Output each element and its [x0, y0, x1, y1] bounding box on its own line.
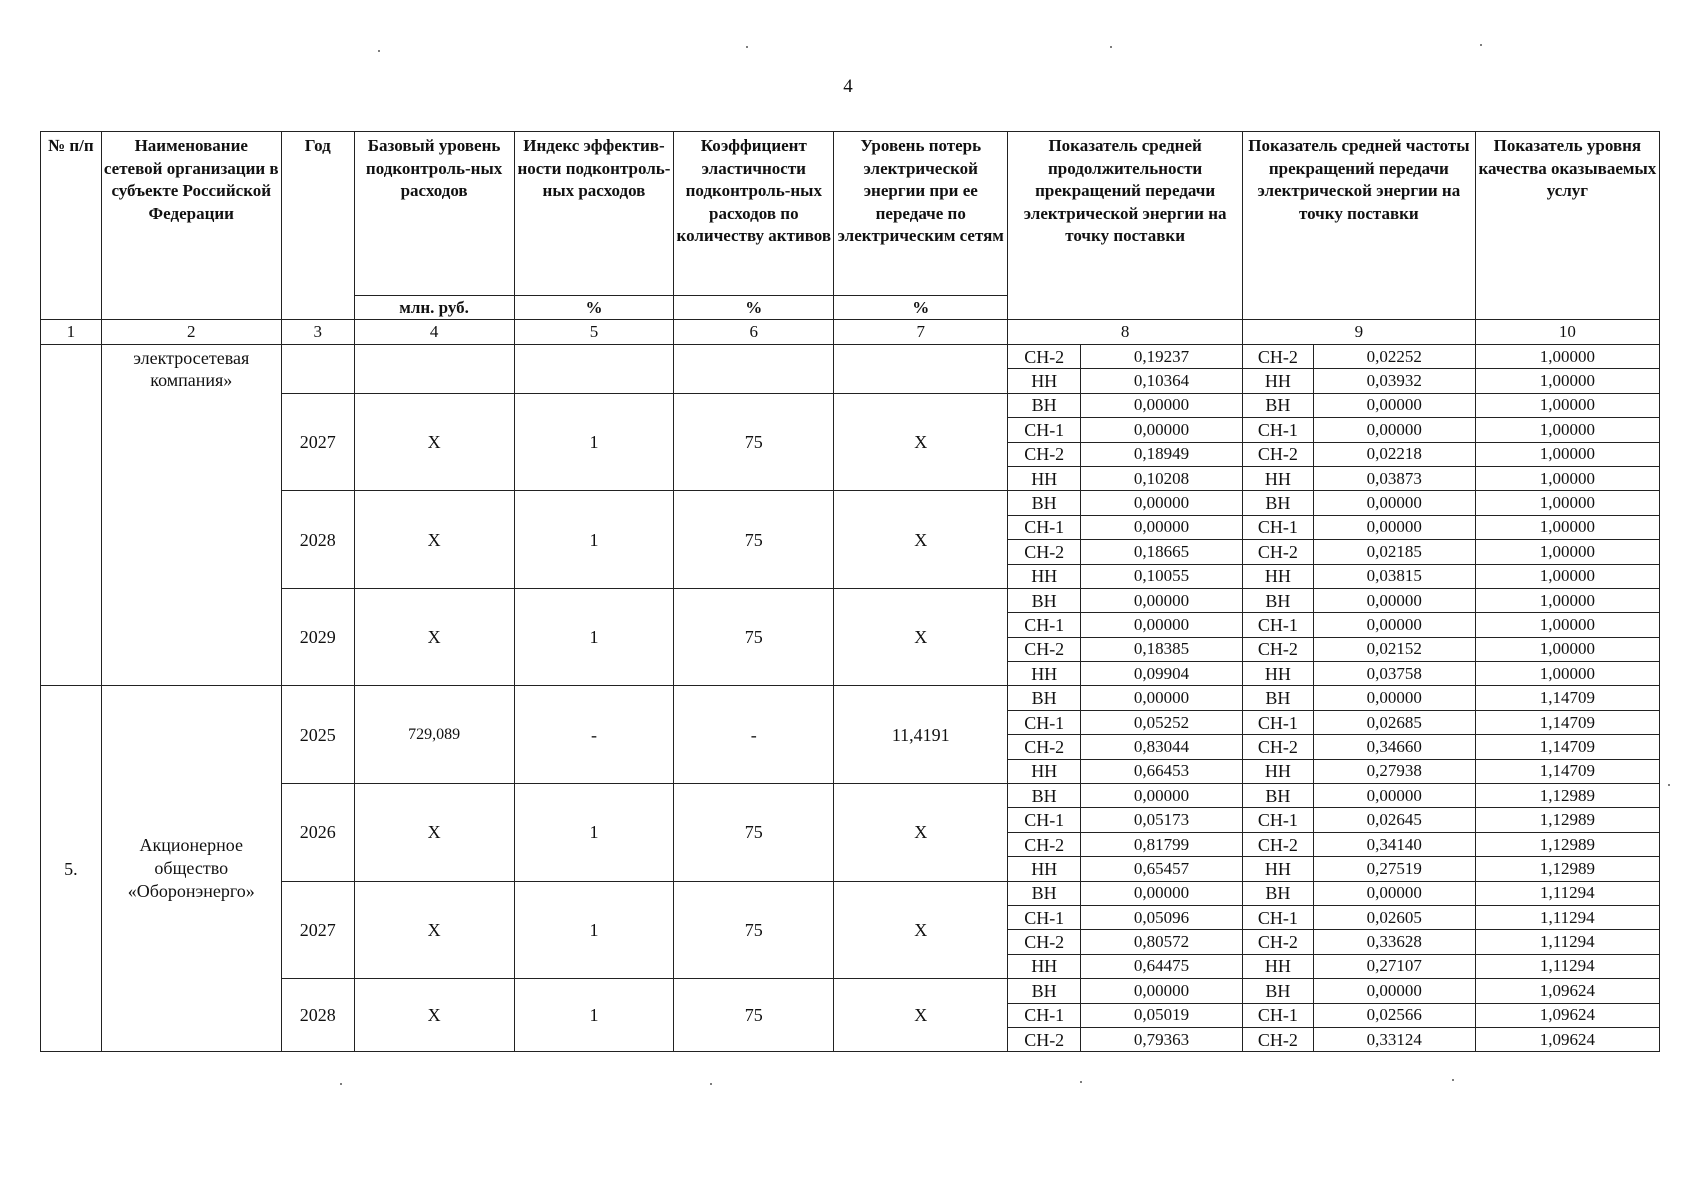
- voltage-level-cell: ВН: [1008, 491, 1081, 515]
- year-cell: 2028: [281, 979, 354, 1052]
- voltage-level-cell: СН-1: [1008, 710, 1081, 734]
- quality-value-cell: 1,00000: [1475, 345, 1659, 369]
- voltage-level-cell: НН: [1243, 662, 1314, 686]
- loss-level-cell: 11,4191: [834, 686, 1008, 784]
- quality-value-cell: 1,11294: [1475, 881, 1659, 905]
- efficiency-index-cell: 1: [514, 393, 674, 491]
- col-number: 6: [674, 320, 834, 345]
- elasticity-coef-cell: [674, 345, 834, 394]
- saidi-value-cell: 0,05019: [1081, 1003, 1243, 1027]
- table-row: [41, 345, 1660, 369]
- col-number: 2: [101, 320, 281, 345]
- loss-level-cell: Х: [834, 979, 1008, 1052]
- saidi-value-cell: 0,18385: [1081, 637, 1243, 661]
- header-num: № п/п: [41, 132, 102, 320]
- efficiency-index-cell: 1: [514, 491, 674, 589]
- saifi-value-cell: 0,27938: [1313, 759, 1475, 783]
- header-saidi: Показатель средней продолжительности прекращений передачи электрической энергии на точку поставки: [1008, 132, 1243, 320]
- voltage-level-cell: ВН: [1243, 491, 1314, 515]
- header-saifi: Показатель средней частоты прекращений передачи электрической энергии на точку поставки: [1243, 132, 1476, 320]
- voltage-level-cell: СН-2: [1243, 637, 1314, 661]
- quality-value-cell: 1,00000: [1475, 515, 1659, 539]
- year-cell: [281, 345, 354, 394]
- elasticity-coef-cell: -: [674, 686, 834, 784]
- saidi-value-cell: 0,64475: [1081, 954, 1243, 978]
- efficiency-index-cell: [514, 345, 674, 394]
- saidi-value-cell: 0,00000: [1081, 418, 1243, 442]
- column-numbers-row: [41, 320, 1660, 345]
- col-number: 10: [1475, 320, 1659, 345]
- saidi-value-cell: 0,00000: [1081, 979, 1243, 1003]
- elasticity-coef-cell: 75: [674, 979, 834, 1052]
- voltage-level-cell: СН-1: [1008, 613, 1081, 637]
- saifi-value-cell: 0,27107: [1313, 954, 1475, 978]
- saidi-value-cell: 0,19237: [1081, 345, 1243, 369]
- table-row: [41, 588, 1660, 612]
- quality-value-cell: 1,00000: [1475, 393, 1659, 417]
- saidi-value-cell: 0,05252: [1081, 710, 1243, 734]
- saifi-value-cell: 0,00000: [1313, 881, 1475, 905]
- voltage-level-cell: СН-1: [1008, 1003, 1081, 1027]
- col-number: 8: [1008, 320, 1243, 345]
- col-number: 3: [281, 320, 354, 345]
- saifi-value-cell: 0,00000: [1313, 686, 1475, 710]
- header-elasticity-coef: Коэффициент эластичности подконтроль-ных расходов по количеству активов: [674, 132, 834, 296]
- saifi-value-cell: 0,03758: [1313, 662, 1475, 686]
- quality-value-cell: 1,12989: [1475, 832, 1659, 856]
- saidi-value-cell: 0,00000: [1081, 613, 1243, 637]
- quality-value-cell: 1,09624: [1475, 979, 1659, 1003]
- voltage-level-cell: СН-2: [1008, 637, 1081, 661]
- unit-loss-level: %: [834, 296, 1008, 320]
- saifi-value-cell: 0,00000: [1313, 418, 1475, 442]
- loss-level-cell: Х: [834, 881, 1008, 979]
- saifi-value-cell: 0,33124: [1313, 1027, 1475, 1051]
- voltage-level-cell: СН-1: [1243, 905, 1314, 929]
- saifi-value-cell: 0,02252: [1313, 345, 1475, 369]
- org-name-oboronenergo: Акционерное общество «Оборонэнерго»: [101, 686, 281, 1052]
- efficiency-index-cell: 1: [514, 588, 674, 686]
- elasticity-coef-cell: 75: [674, 784, 834, 882]
- col-number: 5: [514, 320, 674, 345]
- saidi-value-cell: 0,83044: [1081, 735, 1243, 759]
- saifi-value-cell: 0,34660: [1313, 735, 1475, 759]
- table-row: [41, 881, 1660, 905]
- voltage-level-cell: СН-2: [1008, 442, 1081, 466]
- quality-value-cell: 1,00000: [1475, 491, 1659, 515]
- col-number: 9: [1243, 320, 1476, 345]
- saidi-value-cell: 0,00000: [1081, 491, 1243, 515]
- saifi-value-cell: 0,02152: [1313, 637, 1475, 661]
- saifi-value-cell: 0,33628: [1313, 930, 1475, 954]
- quality-value-cell: 1,00000: [1475, 564, 1659, 588]
- saidi-value-cell: 0,05173: [1081, 808, 1243, 832]
- quality-value-cell: 1,12989: [1475, 784, 1659, 808]
- saidi-value-cell: 0,65457: [1081, 857, 1243, 881]
- base-costs-cell: Х: [354, 784, 514, 882]
- voltage-level-cell: СН-2: [1008, 540, 1081, 564]
- header-year: Год: [281, 132, 354, 320]
- base-costs-cell: Х: [354, 881, 514, 979]
- saifi-value-cell: 0,27519: [1313, 857, 1475, 881]
- base-costs-cell: Х: [354, 979, 514, 1052]
- voltage-level-cell: СН-1: [1243, 1003, 1314, 1027]
- voltage-level-cell: НН: [1008, 759, 1081, 783]
- voltage-level-cell: ВН: [1243, 686, 1314, 710]
- quality-value-cell: 1,12989: [1475, 857, 1659, 881]
- header-org: Наименование сетевой организации в субъекте Российской Федерации: [101, 132, 281, 320]
- year-cell: 2027: [281, 881, 354, 979]
- saidi-value-cell: 0,18949: [1081, 442, 1243, 466]
- voltage-level-cell: СН-1: [1243, 710, 1314, 734]
- voltage-level-cell: СН-2: [1243, 345, 1314, 369]
- voltage-level-cell: СН-1: [1008, 905, 1081, 929]
- voltage-level-cell: СН-1: [1243, 515, 1314, 539]
- voltage-level-cell: СН-1: [1008, 418, 1081, 442]
- voltage-level-cell: ВН: [1008, 784, 1081, 808]
- voltage-level-cell: ВН: [1243, 588, 1314, 612]
- header-efficiency-index: Индекс эффектив-ности подконтроль-ных расходов: [514, 132, 674, 296]
- saidi-value-cell: 0,09904: [1081, 662, 1243, 686]
- voltage-level-cell: ВН: [1008, 881, 1081, 905]
- loss-level-cell: [834, 345, 1008, 394]
- voltage-level-cell: СН-1: [1243, 418, 1314, 442]
- saifi-value-cell: 0,00000: [1313, 393, 1475, 417]
- quality-value-cell: 1,09624: [1475, 1003, 1659, 1027]
- quality-value-cell: 1,00000: [1475, 442, 1659, 466]
- col-number: 4: [354, 320, 514, 345]
- org-name-prev: электросетевая компания»: [101, 345, 281, 686]
- loss-level-cell: Х: [834, 393, 1008, 491]
- quality-value-cell: 1,11294: [1475, 930, 1659, 954]
- saidi-value-cell: 0,81799: [1081, 832, 1243, 856]
- base-costs-cell: 729,089: [354, 686, 514, 784]
- quality-value-cell: 1,14709: [1475, 735, 1659, 759]
- year-cell: 2026: [281, 784, 354, 882]
- voltage-level-cell: СН-2: [1243, 735, 1314, 759]
- voltage-level-cell: ВН: [1243, 784, 1314, 808]
- quality-value-cell: 1,09624: [1475, 1027, 1659, 1051]
- voltage-level-cell: НН: [1243, 466, 1314, 490]
- row-number-5: 5.: [41, 686, 102, 1052]
- voltage-level-cell: НН: [1008, 369, 1081, 393]
- table-row: [41, 784, 1660, 808]
- voltage-level-cell: НН: [1008, 662, 1081, 686]
- saifi-value-cell: 0,00000: [1313, 784, 1475, 808]
- voltage-level-cell: СН-2: [1243, 442, 1314, 466]
- voltage-level-cell: СН-2: [1008, 345, 1081, 369]
- header-base-costs: Базовый уровень подконтроль-ных расходов: [354, 132, 514, 296]
- col-number: 1: [41, 320, 102, 345]
- saidi-value-cell: 0,79363: [1081, 1027, 1243, 1051]
- saifi-value-cell: 0,02645: [1313, 808, 1475, 832]
- elasticity-coef-cell: 75: [674, 491, 834, 589]
- voltage-level-cell: НН: [1243, 954, 1314, 978]
- table-row: [41, 979, 1660, 1003]
- saifi-value-cell: 0,02605: [1313, 905, 1475, 929]
- saifi-value-cell: 0,02566: [1313, 1003, 1475, 1027]
- voltage-level-cell: НН: [1243, 857, 1314, 881]
- voltage-level-cell: НН: [1008, 466, 1081, 490]
- header-row: [41, 132, 1660, 296]
- table-row: [41, 686, 1660, 710]
- voltage-level-cell: НН: [1008, 954, 1081, 978]
- quality-value-cell: 1,12989: [1475, 808, 1659, 832]
- voltage-level-cell: СН-1: [1008, 808, 1081, 832]
- quality-value-cell: 1,00000: [1475, 588, 1659, 612]
- voltage-level-cell: НН: [1243, 759, 1314, 783]
- voltage-level-cell: СН-2: [1243, 540, 1314, 564]
- saidi-value-cell: 0,00000: [1081, 588, 1243, 612]
- table-row: [41, 393, 1660, 417]
- col-number: 7: [834, 320, 1008, 345]
- saifi-value-cell: 0,02218: [1313, 442, 1475, 466]
- quality-value-cell: 1,00000: [1475, 418, 1659, 442]
- voltage-level-cell: НН: [1008, 857, 1081, 881]
- base-costs-cell: Х: [354, 491, 514, 589]
- voltage-level-cell: НН: [1008, 564, 1081, 588]
- quality-value-cell: 1,14709: [1475, 686, 1659, 710]
- base-costs-cell: [354, 345, 514, 394]
- saidi-value-cell: 0,00000: [1081, 515, 1243, 539]
- efficiency-index-cell: -: [514, 686, 674, 784]
- voltage-level-cell: СН-2: [1243, 1027, 1314, 1051]
- table-row: [41, 491, 1660, 515]
- saidi-value-cell: 0,00000: [1081, 881, 1243, 905]
- voltage-level-cell: СН-1: [1243, 808, 1314, 832]
- voltage-level-cell: НН: [1243, 369, 1314, 393]
- base-costs-cell: Х: [354, 588, 514, 686]
- elasticity-coef-cell: 75: [674, 881, 834, 979]
- quality-value-cell: 1,00000: [1475, 369, 1659, 393]
- year-cell: 2025: [281, 686, 354, 784]
- row-number-cell: [41, 345, 102, 686]
- saidi-value-cell: 0,66453: [1081, 759, 1243, 783]
- saifi-value-cell: 0,00000: [1313, 491, 1475, 515]
- saifi-value-cell: 0,00000: [1313, 979, 1475, 1003]
- saifi-value-cell: 0,03873: [1313, 466, 1475, 490]
- base-costs-cell: Х: [354, 393, 514, 491]
- saifi-value-cell: 0,03815: [1313, 564, 1475, 588]
- unit-base-costs: млн. руб.: [354, 296, 514, 320]
- saifi-value-cell: 0,00000: [1313, 588, 1475, 612]
- voltage-level-cell: СН-2: [1008, 1027, 1081, 1051]
- quality-value-cell: 1,14709: [1475, 710, 1659, 734]
- saidi-value-cell: 0,80572: [1081, 930, 1243, 954]
- voltage-level-cell: СН-1: [1008, 515, 1081, 539]
- voltage-level-cell: СН-1: [1243, 613, 1314, 637]
- saifi-value-cell: 0,00000: [1313, 515, 1475, 539]
- quality-value-cell: 1,00000: [1475, 540, 1659, 564]
- voltage-level-cell: ВН: [1008, 393, 1081, 417]
- voltage-level-cell: ВН: [1008, 979, 1081, 1003]
- efficiency-index-cell: 1: [514, 881, 674, 979]
- indicators-table: [40, 131, 1660, 1052]
- loss-level-cell: Х: [834, 588, 1008, 686]
- unit-elasticity-coef: %: [674, 296, 834, 320]
- efficiency-index-cell: 1: [514, 784, 674, 882]
- elasticity-coef-cell: 75: [674, 588, 834, 686]
- saidi-value-cell: 0,10208: [1081, 466, 1243, 490]
- saidi-value-cell: 0,10364: [1081, 369, 1243, 393]
- efficiency-index-cell: 1: [514, 979, 674, 1052]
- header-loss-level: Уровень потерь электрической энергии при ее передаче по электрическим сетям: [834, 132, 1008, 296]
- saidi-value-cell: 0,10055: [1081, 564, 1243, 588]
- saidi-value-cell: 0,18665: [1081, 540, 1243, 564]
- header-quality: Показатель уровня качества оказываемых услуг: [1475, 132, 1659, 320]
- quality-value-cell: 1,00000: [1475, 662, 1659, 686]
- saidi-value-cell: 0,00000: [1081, 686, 1243, 710]
- voltage-level-cell: СН-2: [1008, 735, 1081, 759]
- page-number: 4: [843, 76, 853, 97]
- voltage-level-cell: НН: [1243, 564, 1314, 588]
- saifi-value-cell: 0,34140: [1313, 832, 1475, 856]
- loss-level-cell: Х: [834, 784, 1008, 882]
- quality-value-cell: 1,11294: [1475, 954, 1659, 978]
- saifi-value-cell: 0,03932: [1313, 369, 1475, 393]
- saidi-value-cell: 0,00000: [1081, 393, 1243, 417]
- voltage-level-cell: ВН: [1243, 979, 1314, 1003]
- voltage-level-cell: ВН: [1243, 881, 1314, 905]
- saidi-value-cell: 0,00000: [1081, 784, 1243, 808]
- year-cell: 2029: [281, 588, 354, 686]
- unit-efficiency-index: %: [514, 296, 674, 320]
- year-cell: 2027: [281, 393, 354, 491]
- voltage-level-cell: СН-2: [1008, 930, 1081, 954]
- voltage-level-cell: СН-2: [1008, 832, 1081, 856]
- voltage-level-cell: СН-2: [1243, 832, 1314, 856]
- loss-level-cell: Х: [834, 491, 1008, 589]
- saifi-value-cell: 0,02685: [1313, 710, 1475, 734]
- voltage-level-cell: СН-2: [1243, 930, 1314, 954]
- quality-value-cell: 1,00000: [1475, 466, 1659, 490]
- voltage-level-cell: ВН: [1243, 393, 1314, 417]
- saifi-value-cell: 0,00000: [1313, 613, 1475, 637]
- saifi-value-cell: 0,02185: [1313, 540, 1475, 564]
- voltage-level-cell: ВН: [1008, 686, 1081, 710]
- quality-value-cell: 1,00000: [1475, 613, 1659, 637]
- voltage-level-cell: ВН: [1008, 588, 1081, 612]
- quality-value-cell: 1,14709: [1475, 759, 1659, 783]
- year-cell: 2028: [281, 491, 354, 589]
- elasticity-coef-cell: 75: [674, 393, 834, 491]
- saidi-value-cell: 0,05096: [1081, 905, 1243, 929]
- quality-value-cell: 1,00000: [1475, 637, 1659, 661]
- quality-value-cell: 1,11294: [1475, 905, 1659, 929]
